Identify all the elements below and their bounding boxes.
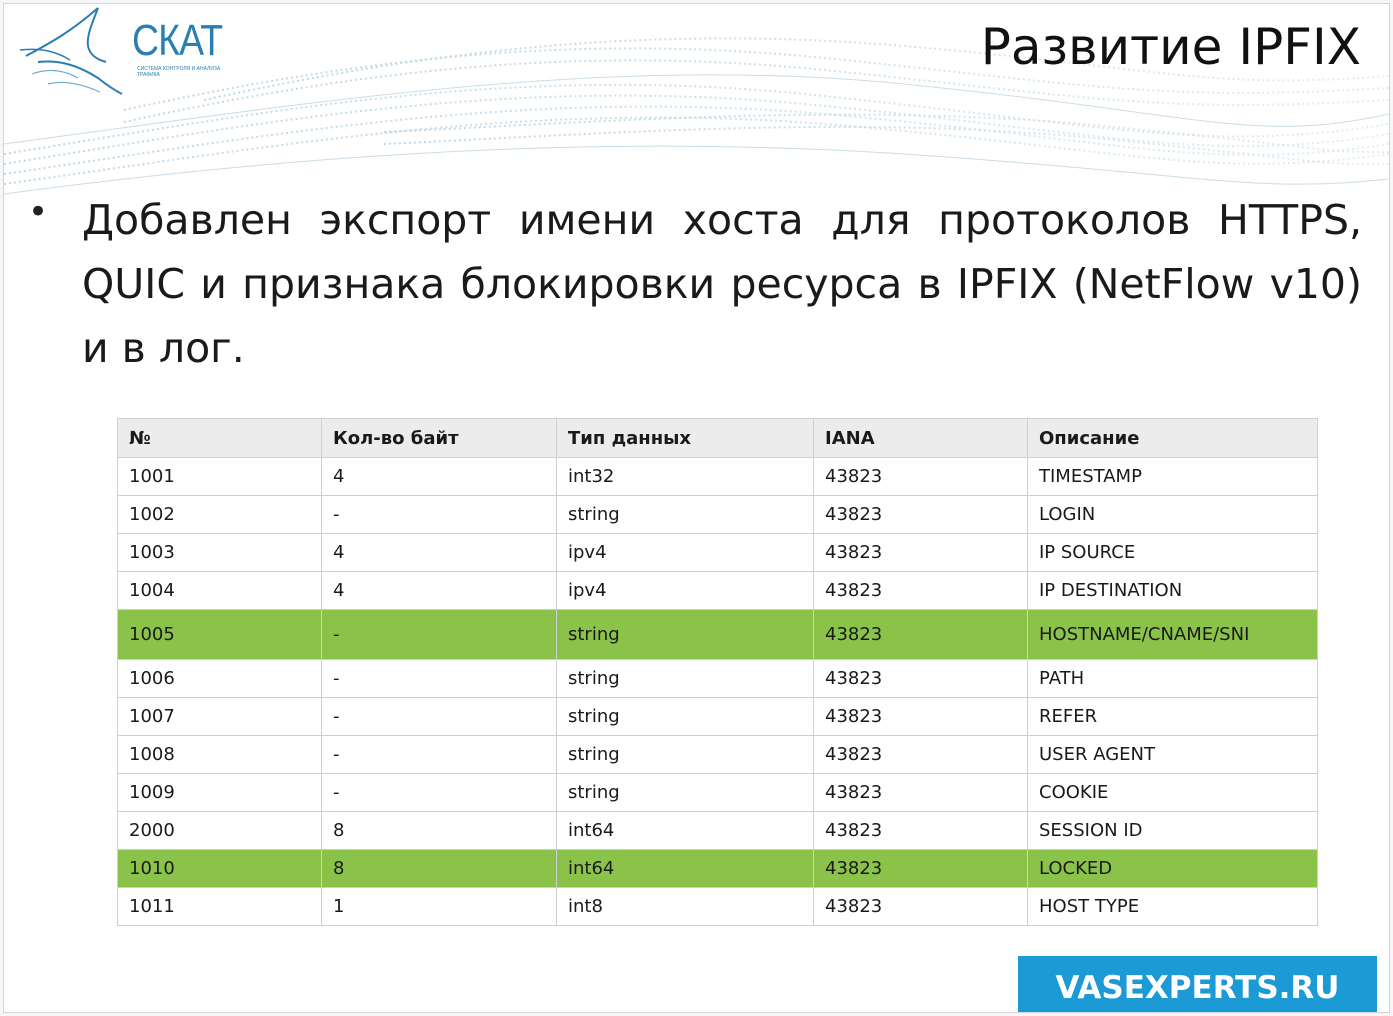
table-row <box>118 534 1318 572</box>
logo-subtitle: СИСТЕМА КОНТРОЛЯ И АНАЛИЗА ТРАФИКА <box>137 66 221 78</box>
footer-badge <box>1018 956 1377 1012</box>
cell-iana: 43823 <box>814 610 1028 660</box>
column-header-number: № <box>118 419 322 458</box>
cell-iana: 43823 <box>814 660 1028 698</box>
cell-type: string <box>557 698 814 736</box>
table-row <box>118 736 1318 774</box>
cell-number: 1006 <box>118 660 322 698</box>
table-row <box>118 850 1318 888</box>
cell-iana: 43823 <box>814 888 1028 926</box>
cell-bytes: 4 <box>322 534 557 572</box>
cell-type: ipv4 <box>557 572 814 610</box>
cell-description: COOKIE <box>1028 774 1318 812</box>
cell-iana: 43823 <box>814 698 1028 736</box>
table-row <box>118 572 1318 610</box>
cell-number: 1001 <box>118 458 322 496</box>
cell-iana: 43823 <box>814 572 1028 610</box>
bird-logo-icon <box>18 4 128 104</box>
cell-type: int32 <box>557 458 814 496</box>
cell-description: LOGIN <box>1028 496 1318 534</box>
cell-description: TIMESTAMP <box>1028 458 1318 496</box>
table-row <box>118 660 1318 698</box>
cell-number: 1004 <box>118 572 322 610</box>
table-row <box>118 812 1318 850</box>
cell-type: string <box>557 610 814 660</box>
cell-iana: 43823 <box>814 736 1028 774</box>
cell-description: REFER <box>1028 698 1318 736</box>
cell-bytes: 1 <box>322 888 557 926</box>
cell-iana: 43823 <box>814 458 1028 496</box>
cell-bytes: - <box>322 736 557 774</box>
cell-type: int64 <box>557 812 814 850</box>
cell-bytes: 4 <box>322 458 557 496</box>
table-row <box>118 888 1318 926</box>
cell-bytes: 8 <box>322 850 557 888</box>
table-row <box>118 610 1318 660</box>
slide <box>3 3 1390 1013</box>
skat-logo <box>18 4 223 104</box>
cell-description: HOSTNAME/CNAME/SNI <box>1028 610 1318 660</box>
cell-bytes: - <box>322 698 557 736</box>
bullet-text: Добавлен экспорт имени хоста для протоколов HTTPS, QUIC и признака блокировки ресурса в IPFIX (NetFlow v10) и в лог. <box>82 196 1362 372</box>
cell-number: 1009 <box>118 774 322 812</box>
cell-description: SESSION ID <box>1028 812 1318 850</box>
cell-type: int64 <box>557 850 814 888</box>
column-header-type: Тип данных <box>557 419 814 458</box>
cell-number: 1003 <box>118 534 322 572</box>
column-header-bytes: Кол-во байт <box>322 419 557 458</box>
cell-bytes: - <box>322 660 557 698</box>
cell-type: string <box>557 736 814 774</box>
cell-bytes: - <box>322 496 557 534</box>
cell-number: 1011 <box>118 888 322 926</box>
cell-description: IP DESTINATION <box>1028 572 1318 610</box>
bullet-icon: • <box>28 192 49 232</box>
cell-iana: 43823 <box>814 774 1028 812</box>
cell-number: 2000 <box>118 812 322 850</box>
cell-type: string <box>557 774 814 812</box>
cell-type: string <box>557 496 814 534</box>
column-header-description: Описание <box>1028 419 1318 458</box>
cell-number: 1008 <box>118 736 322 774</box>
table-row <box>118 458 1318 496</box>
cell-description: PATH <box>1028 660 1318 698</box>
cell-number: 1005 <box>118 610 322 660</box>
cell-type: ipv4 <box>557 534 814 572</box>
cell-number: 1010 <box>118 850 322 888</box>
cell-iana: 43823 <box>814 812 1028 850</box>
cell-description: LOCKED <box>1028 850 1318 888</box>
cell-number: 1007 <box>118 698 322 736</box>
cell-type: int8 <box>557 888 814 926</box>
cell-iana: 43823 <box>814 496 1028 534</box>
column-header-iana: IANA <box>814 419 1028 458</box>
table-row <box>118 496 1318 534</box>
cell-bytes: - <box>322 774 557 812</box>
cell-number: 1002 <box>118 496 322 534</box>
footer-site-link[interactable]: VASEXPERTS.RU <box>1055 970 1340 1006</box>
cell-bytes: 8 <box>322 812 557 850</box>
cell-description: USER AGENT <box>1028 736 1318 774</box>
page-title: Развитие IPFIX <box>980 18 1361 76</box>
logo-text: СКАТ <box>132 16 223 65</box>
cell-description: IP SOURCE <box>1028 534 1318 572</box>
cell-bytes: 4 <box>322 572 557 610</box>
cell-iana: 43823 <box>814 850 1028 888</box>
table-row <box>118 774 1318 812</box>
cell-description: HOST TYPE <box>1028 888 1318 926</box>
cell-bytes: - <box>322 610 557 660</box>
table-header-row <box>118 419 1318 458</box>
table-row <box>118 698 1318 736</box>
ipfix-fields-table <box>117 418 1318 926</box>
cell-type: string <box>557 660 814 698</box>
cell-iana: 43823 <box>814 534 1028 572</box>
